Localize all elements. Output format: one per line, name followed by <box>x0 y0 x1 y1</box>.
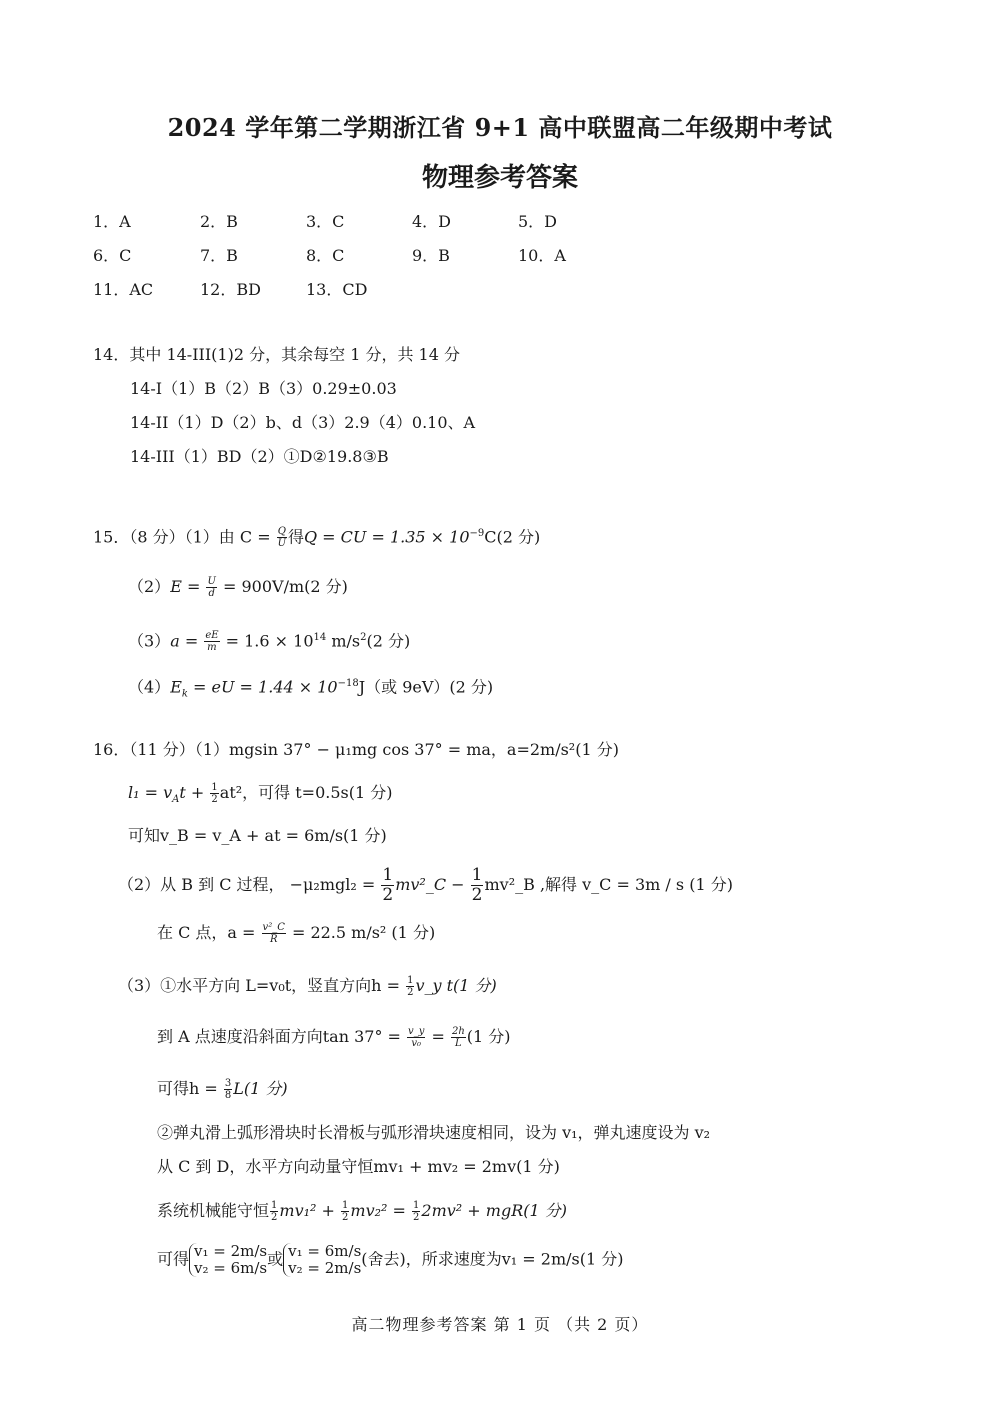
mc-answer: 10．A <box>518 246 566 265</box>
q14-part-3: 14-III（1）BD（2）①D②19.8③B <box>130 447 389 466</box>
mc-answer: 2．B <box>200 212 238 231</box>
text: 或 <box>267 1249 284 1269</box>
text: = <box>431 1027 445 1046</box>
text: (2 分) <box>366 631 411 651</box>
subscript: k <box>181 688 188 700</box>
unit: m/s <box>326 631 361 651</box>
equation: l₁ = v <box>128 783 173 802</box>
solution-set-2 <box>283 1243 361 1277</box>
q16-line-10: 从 C 到 D，水平方向动量守恒mv₁ + mv₂ = 2mv(1 分) <box>157 1157 560 1176</box>
text: J（或 9eV）(2 分) <box>358 677 494 697</box>
equation: v₂ = 6m/s <box>194 1259 268 1277</box>
text: mv²_B ,解得 v_C = 3m / s (1 分) <box>484 875 733 894</box>
equation: L(1 分) <box>233 1079 288 1098</box>
fraction <box>210 782 218 805</box>
mc-answer: 12．BD <box>200 280 261 299</box>
fraction <box>412 1200 420 1223</box>
fraction <box>224 1078 232 1101</box>
q16-line-6 <box>118 975 497 998</box>
text: = 22.5 m/s² (1 分) <box>291 923 436 942</box>
text: 在 C 点，a = <box>157 923 256 942</box>
q16-line-1: 16．（11 分）（1）mgsin 37° − μ₁mg cos 37° = ma，a=2m/s²(1 分) <box>93 740 619 759</box>
solution-set-1 <box>189 1243 267 1277</box>
q16-line-3: 可知v_B = v_A + at = 6m/s(1 分) <box>128 826 387 845</box>
denominator: m <box>207 642 217 654</box>
text: C(2 分) <box>484 527 541 547</box>
equation: E <box>170 677 182 697</box>
numerator: 3 <box>224 1078 232 1089</box>
fraction <box>381 866 394 905</box>
page-footer: 高二物理参考答案 第 1 页 （共 2 页） <box>351 1315 649 1334</box>
text: at²，可得 t=0.5s(1 分) <box>219 783 393 802</box>
fraction <box>204 630 219 653</box>
mc-answer: 11．AC <box>93 280 154 299</box>
text: （3） <box>128 631 171 651</box>
q15-line-3 <box>128 628 410 653</box>
equation: mv²_C − <box>395 875 465 894</box>
fraction <box>341 1200 349 1223</box>
equation: mv₁² + <box>279 1201 335 1220</box>
mc-answer: 13．CD <box>306 280 368 299</box>
fraction <box>206 576 216 599</box>
denominator: 2 <box>342 1212 349 1223</box>
equation: v₁ = 2m/s <box>194 1242 268 1260</box>
equation: v₂ = 2m/s <box>288 1259 362 1277</box>
q16-line-12 <box>157 1243 624 1277</box>
text: = 900V/m(2 分) <box>222 577 348 596</box>
q16-line-11 <box>157 1200 567 1223</box>
text: 得 <box>287 527 304 547</box>
text: 可得h = <box>157 1079 218 1098</box>
q14-part-2: 14-II（1）D（2）b、d（3）2.9（4）0.10、A <box>130 413 476 432</box>
text: （2） <box>128 577 171 596</box>
q15-line-4 <box>128 674 493 705</box>
denominator: 8 <box>224 1090 232 1101</box>
text: （4） <box>128 677 171 697</box>
text: 可得 <box>157 1249 190 1269</box>
equation: v₁ = 6m/s <box>288 1242 362 1260</box>
q16-line-9: ②弹丸滑上弧形滑块时长滑板与弧形滑块速度相同，设为 v₁，弹丸速度设为 v₂ <box>157 1123 711 1142</box>
text: (1 分) <box>466 1027 511 1046</box>
text: （3）①水平方向 L=v₀t，竖直方向h = <box>118 976 400 995</box>
q15-line-1 <box>93 524 540 549</box>
mc-answer: 7．B <box>200 246 238 265</box>
numerator: v²_C <box>262 922 285 933</box>
denominator: U <box>277 538 287 550</box>
equation: v_y t(1 分) <box>415 976 497 995</box>
numerator: eE <box>205 630 219 642</box>
equation: 2mv² + mgR(1 分) <box>421 1201 567 1220</box>
fraction <box>407 1026 425 1049</box>
mc-answer: 5．D <box>518 212 558 231</box>
text: 到 A 点速度沿斜面方向tan 37° = <box>157 1027 401 1046</box>
fraction <box>270 1200 278 1223</box>
fraction <box>471 866 484 905</box>
denominator: 2 <box>471 885 483 905</box>
numerator: 1 <box>211 782 218 793</box>
mc-answer: 3．C <box>306 212 345 231</box>
fraction <box>277 526 287 549</box>
numerator: 2h <box>451 1026 465 1037</box>
mc-answer: 8．C <box>306 246 345 265</box>
equation: a = <box>170 631 199 651</box>
q16-line-7 <box>157 1026 511 1049</box>
numerator: Q <box>277 526 286 538</box>
equation: = eU = 1.44 × 10 <box>187 677 338 697</box>
denominator: d <box>208 588 215 599</box>
q14-header: 14．其中 14-III(1)2 分，其余每空 1 分，共 14 分 <box>93 345 460 364</box>
denominator: 2 <box>407 987 414 998</box>
exponent: 14 <box>313 632 327 643</box>
q16-line-8 <box>157 1078 288 1101</box>
fraction <box>406 975 414 998</box>
denominator: 2 <box>271 1212 278 1223</box>
exponent: −18 <box>337 678 359 689</box>
equation: Q = CU = 1.35 × 10 <box>303 527 470 547</box>
text: (舍去)，所求速度为v₁ = 2m/s(1 分) <box>361 1249 624 1269</box>
text: 系统机械能守恒 <box>157 1201 270 1220</box>
fraction <box>262 922 286 945</box>
text: （2）从 B 到 C 过程， −μ₂mgl₂ = <box>118 875 376 894</box>
numerator: 1 <box>342 1200 349 1211</box>
denominator: R <box>269 934 278 945</box>
q15-line-2 <box>128 576 348 599</box>
numerator: U <box>207 576 216 587</box>
mc-answer: 9．B <box>412 246 450 265</box>
numerator: v_y <box>408 1026 425 1037</box>
mc-answer: 4．D <box>412 212 452 231</box>
numerator: 1 <box>407 975 414 986</box>
denominator: 2 <box>413 1212 420 1223</box>
q14-part-1: 14-I（1）B（2）B（3）0.29±0.03 <box>130 379 397 398</box>
denominator: 2 <box>382 885 394 905</box>
numerator: 1 <box>413 1200 420 1211</box>
numerator: 1 <box>382 865 394 885</box>
fraction <box>451 1026 466 1049</box>
exponent: 2 <box>360 632 367 643</box>
numerator: 1 <box>471 865 483 885</box>
text: 15．（8 分）（1）由 C = <box>93 527 271 547</box>
numerator: 1 <box>271 1200 278 1211</box>
denominator: L <box>455 1038 462 1049</box>
text: = 1.6 × 10 <box>225 631 314 651</box>
answer-key-subtitle: 物理参考答案 <box>421 163 578 193</box>
equation: t + <box>179 783 205 802</box>
mc-answer: 6．C <box>93 246 132 265</box>
equation: mv₂² = <box>350 1201 406 1220</box>
q16-line-5 <box>157 922 435 945</box>
exponent: −9 <box>469 528 485 539</box>
mc-answer: 1．A <box>93 212 131 231</box>
q16-line-4 <box>118 866 733 905</box>
equation: E = <box>170 577 201 596</box>
denominator: v₀ <box>411 1038 422 1049</box>
exam-title: 2024 学年第二学期浙江省 9+1 高中联盟高二年级期中考试 <box>167 113 833 142</box>
denominator: 2 <box>211 794 218 805</box>
q16-line-2 <box>128 782 393 810</box>
subscript: A <box>172 794 180 806</box>
